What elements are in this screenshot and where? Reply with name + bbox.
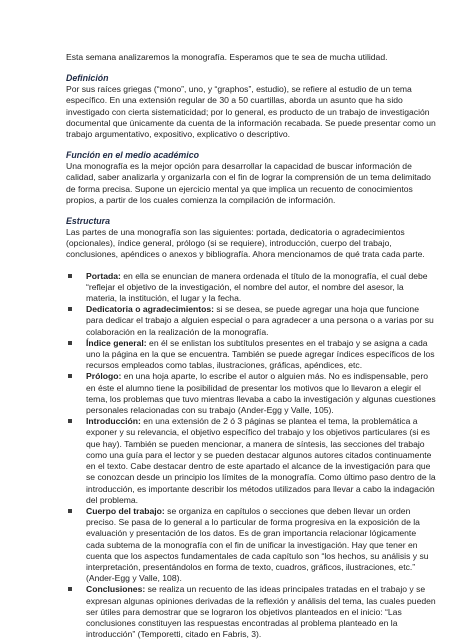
list-item: [66, 584, 436, 640]
item-term: Dedicatoria o agradecimientos:: [86, 304, 214, 315]
item-term: Cuerpo del trabajo:: [86, 505, 165, 516]
list-item: [66, 506, 436, 584]
item-term: Conclusiones:: [86, 584, 146, 595]
bullet-square-icon: [68, 307, 72, 311]
item-term: Prólogo:: [86, 371, 122, 382]
item-text: en una extensión de 2 ó 3 páginas se plantea el tema, la problemática a exponer y su relevancia, el objetivo específico del trabajo y los objetivos particulares (si es que hay). También se pueden mencionar, a manera de síntesis, las secciones del trabajo como una guía para el lector y se pueden destacar algunos autores citados continuamente en el texto. Cabe destacar dentro de este apartado el alcance de la investigación para que se conozcan desde un principio los límites de la monografía. Como último paso dentro de la introducción, es importante describir los métodos utilizados para llevar a cabo la indagación del problema.: [86, 416, 436, 505]
bullet-square-icon: [68, 509, 72, 513]
bullet-square-icon: [68, 341, 72, 345]
item-text: si se desea, se puede agregar una hoja que funcione para dedicar el trabajo a alguien especial o para agradecer a una persona o a varias por su colaboración en la realización de la monografía.: [86, 304, 434, 337]
section-heading: Estructura: [66, 216, 110, 227]
section-paragraph: Por sus raíces griegas (“mono”, uno, y “graphos”, estudio), se refiere al estudio de un tema específico. En una extensión regular de 30 a 50 cuartillas, aborda un asunto que ha sido investigado con cierta sistematicidad; por lo general, es producto de un trabajo de investigación documental que únicamente da cuenta de la información recabada. Se puede presentar como un trabajo argumentativo, expositivo, explicativo o descriptivo.: [66, 84, 436, 140]
section-heading: Definición: [66, 73, 109, 84]
list-item: [66, 338, 436, 372]
bullet-square-icon: [68, 587, 72, 591]
bullet-square-icon: [68, 374, 72, 378]
parts-list: [66, 271, 436, 640]
item-term: Introducción:: [86, 416, 141, 427]
item-term: Índice general:: [86, 337, 147, 348]
section-paragraph: Las partes de una monografía son las siguientes: portada, dedicatoria o agradecimientos (opcionales), índice general, prólogo (si se requiere), introducción, cuerpo del trabajo, conclusiones, apéndices o anexos y bibliografía. Ahora mencionamos de qué trata cada parte.: [66, 227, 425, 260]
list-item: [66, 371, 436, 416]
item-text: en ella se enuncian de manera ordenada el título de la monografía, el cual debe “reflejar el objetivo de la investigación, el nombre del autor, el nombre del asesor, la materia, la institución, el lugar y la fecha.: [86, 270, 428, 304]
bullet-square-icon: [68, 274, 72, 278]
list-item: [66, 271, 436, 305]
section-funcion: [66, 150, 436, 206]
section-definicion: [66, 73, 436, 140]
list-item: [66, 416, 436, 506]
section-heading: Función en el medio académico: [66, 150, 199, 161]
item-text: se realiza un recuento de las ideas principales tratadas en el trabajo y se expresan algunas opiniones derivadas de la reflexión y análisis del tema, las cuales pueden ser útiles para demostrar que se lograron los objetivos planteados en el inicio: “Las conclusiones constituyen las respuestas encontradas al problema planteado en la introducción” (Temporetti, citado en Fabris, 3).: [86, 584, 436, 640]
section-paragraph: Una monografía es la mejor opción para desarrollar la capacidad de buscar información de calidad, saber analizarla y organizarla con el fin de lograr la comprensión de un tema delimitado de forma precisa. Supone un ejercicio mental ya que implica un recuento de conocimientos propios, a partir de los cuales comienza la compilación de información.: [66, 161, 431, 205]
bullet-square-icon: [68, 419, 72, 423]
item-text: se organiza en capítulos o secciones que deben llevar un orden preciso. Se pasa de lo general a lo particular de forma progresiva en la exposición de la evaluación y presentación de los datos. Es de gran importancia relacionar lógicamente cada subtema de la monografía con el fin de unificar la investigación. Hay que tener en cuenta que los aspectos fundamentales de cada capítulo son “los hechos, su análisis y su interpretación, presentándolos en forma de texto, cuadros, gráficos, ilustraciones, etc.” (Ander-Egg y Valle, 108).: [86, 505, 429, 584]
list-item: [66, 304, 436, 338]
item-text: en una hoja aparte, lo escribe el autor o alguien más. No es indispensable, pero en éste el alumno tiene la posibilidad de presentar los motivos que lo llevaron a elegir el tema, los problemas que tuvo mientras llevaba a cabo la investigación y algunas cuestiones personales relacionadas con su trabajo (Ander-Egg y Valle, 105).: [86, 371, 436, 416]
item-term: Portada:: [86, 270, 121, 281]
item-text: en él se enlistan los subtítulos presentes en el trabajo y se asigna a cada uno la página en la que se encuentra. También se puede agregar índices específicos de los recursos empleados como tablas, ilustraciones, gráficas, apéndices, etc.: [86, 337, 435, 371]
section-estructura: [66, 216, 436, 261]
intro-paragraph: Esta semana analizaremos la monografía. Esperamos que te sea de mucha utilidad.: [66, 52, 388, 62]
